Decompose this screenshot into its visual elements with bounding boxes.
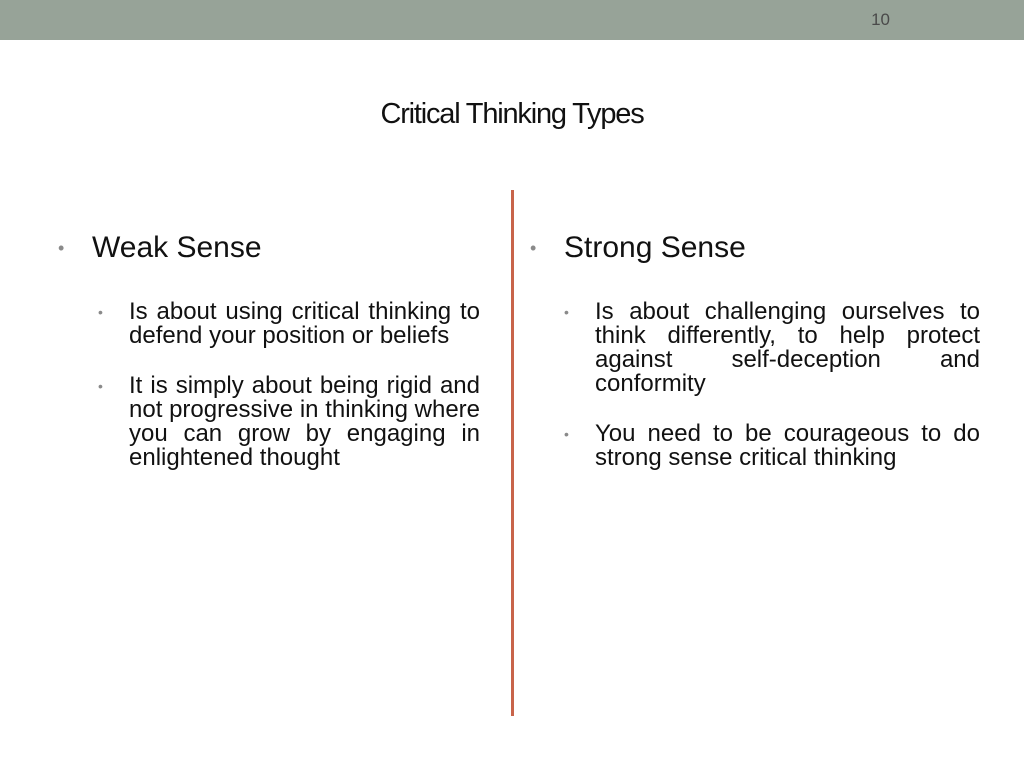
- slide-number: 10: [871, 10, 890, 29]
- bullet-icon: •: [98, 378, 103, 394]
- bullet-icon: •: [58, 238, 65, 258]
- weak-sense-heading-row: [58, 228, 480, 268]
- list-item-text: Is about using critical thinking to defend your position or beliefs: [129, 298, 480, 349]
- weak-sense-heading: Weak Sense: [92, 231, 262, 264]
- list-item-text: It is simply about being rigid and not progressive in thinking where you can grow by engaging in enlightened thought: [129, 372, 480, 471]
- list-item-text: You need to be courageous to do strong sense critical thinking: [595, 420, 980, 471]
- strong-sense-heading-row: [530, 228, 980, 268]
- bullet-icon: •: [564, 304, 569, 320]
- strong-sense-list: [564, 300, 980, 470]
- list-item: [564, 422, 980, 470]
- strong-sense-heading: Strong Sense: [564, 231, 746, 264]
- list-item: [98, 300, 480, 348]
- list-item: [564, 300, 980, 396]
- list-item: [98, 374, 480, 470]
- weak-sense-column: [58, 228, 480, 496]
- strong-sense-column: [530, 228, 980, 496]
- column-divider: [511, 190, 514, 716]
- slide-title: Critical Thinking Types: [380, 98, 644, 130]
- bullet-icon: •: [564, 426, 569, 442]
- list-item-text: Is about challenging ourselves to think differently, to help protect against self-deception and conformity: [595, 298, 980, 397]
- bullet-icon: •: [98, 304, 103, 320]
- weak-sense-list: [98, 300, 480, 470]
- bullet-icon: •: [530, 238, 537, 258]
